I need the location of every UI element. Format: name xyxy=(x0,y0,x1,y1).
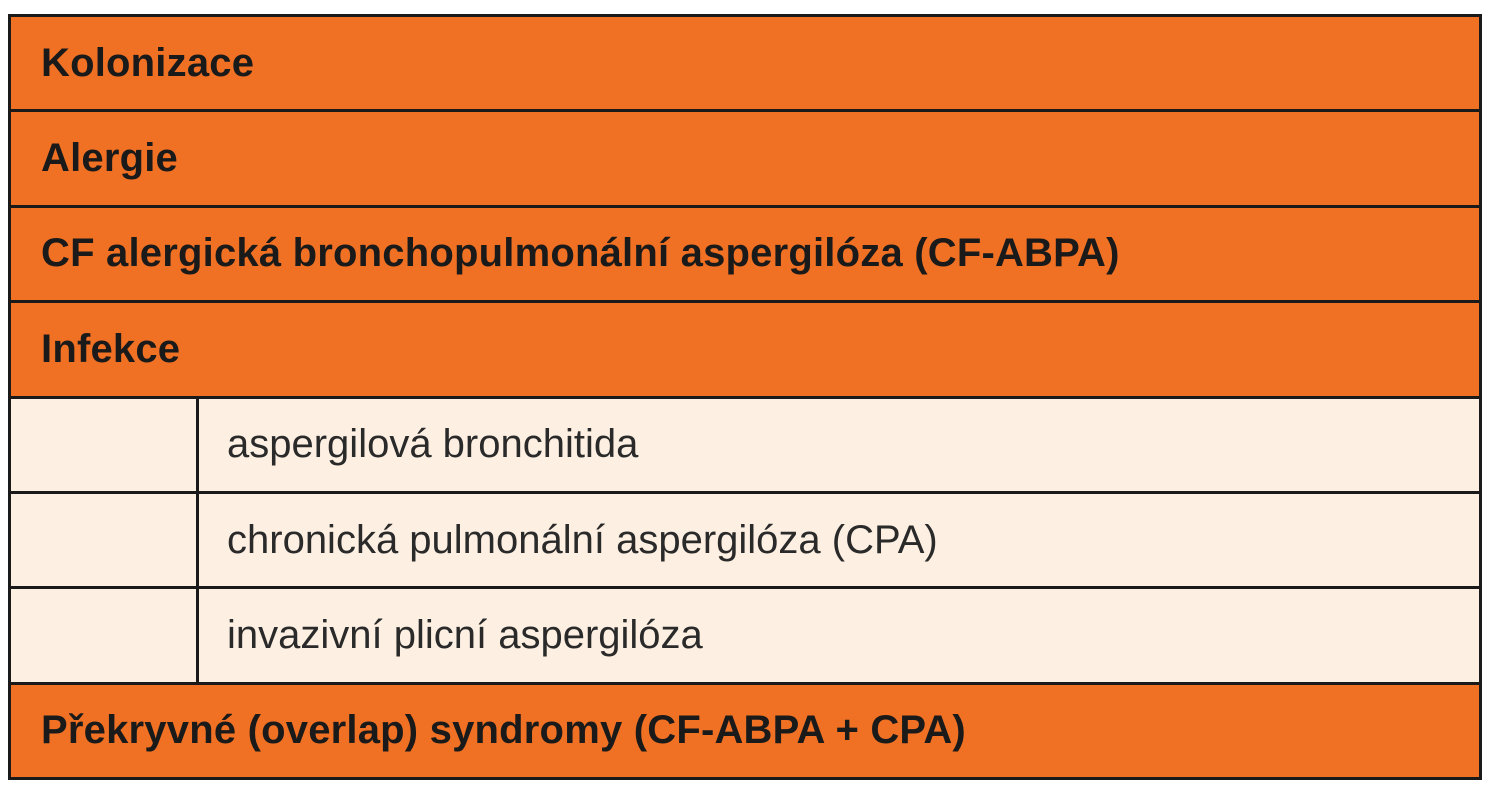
table-row-aspergilova-bronchitida xyxy=(11,399,1479,494)
table-row-alergie xyxy=(11,112,1479,207)
table-row-overlap xyxy=(11,685,1479,777)
aspergillosis-table xyxy=(8,14,1482,780)
indent-cell xyxy=(11,399,199,491)
row-label: invazivní plicní aspergilóza xyxy=(227,612,703,657)
row-label: chronická pulmonální aspergilóza (CPA) xyxy=(227,517,938,562)
table-row-cf-abpa xyxy=(11,208,1479,303)
indent-cell xyxy=(11,494,199,586)
row-label: CF alergická bronchopulmonální aspergilóza (CF-ABPA) xyxy=(41,231,1120,276)
table-row-invazivni xyxy=(11,589,1479,684)
row-label: Překryvné (overlap) syndromy (CF-ABPA + CPA) xyxy=(41,708,966,753)
table-row-kolonizace xyxy=(11,17,1479,112)
table-row-cpa xyxy=(11,494,1479,589)
row-label: aspergilová bronchitida xyxy=(227,422,639,467)
table-row-infekce xyxy=(11,303,1479,398)
row-label: Alergie xyxy=(41,136,179,181)
indent-cell xyxy=(11,589,199,681)
row-label: Infekce xyxy=(41,326,181,371)
row-label: Kolonizace xyxy=(41,40,255,85)
